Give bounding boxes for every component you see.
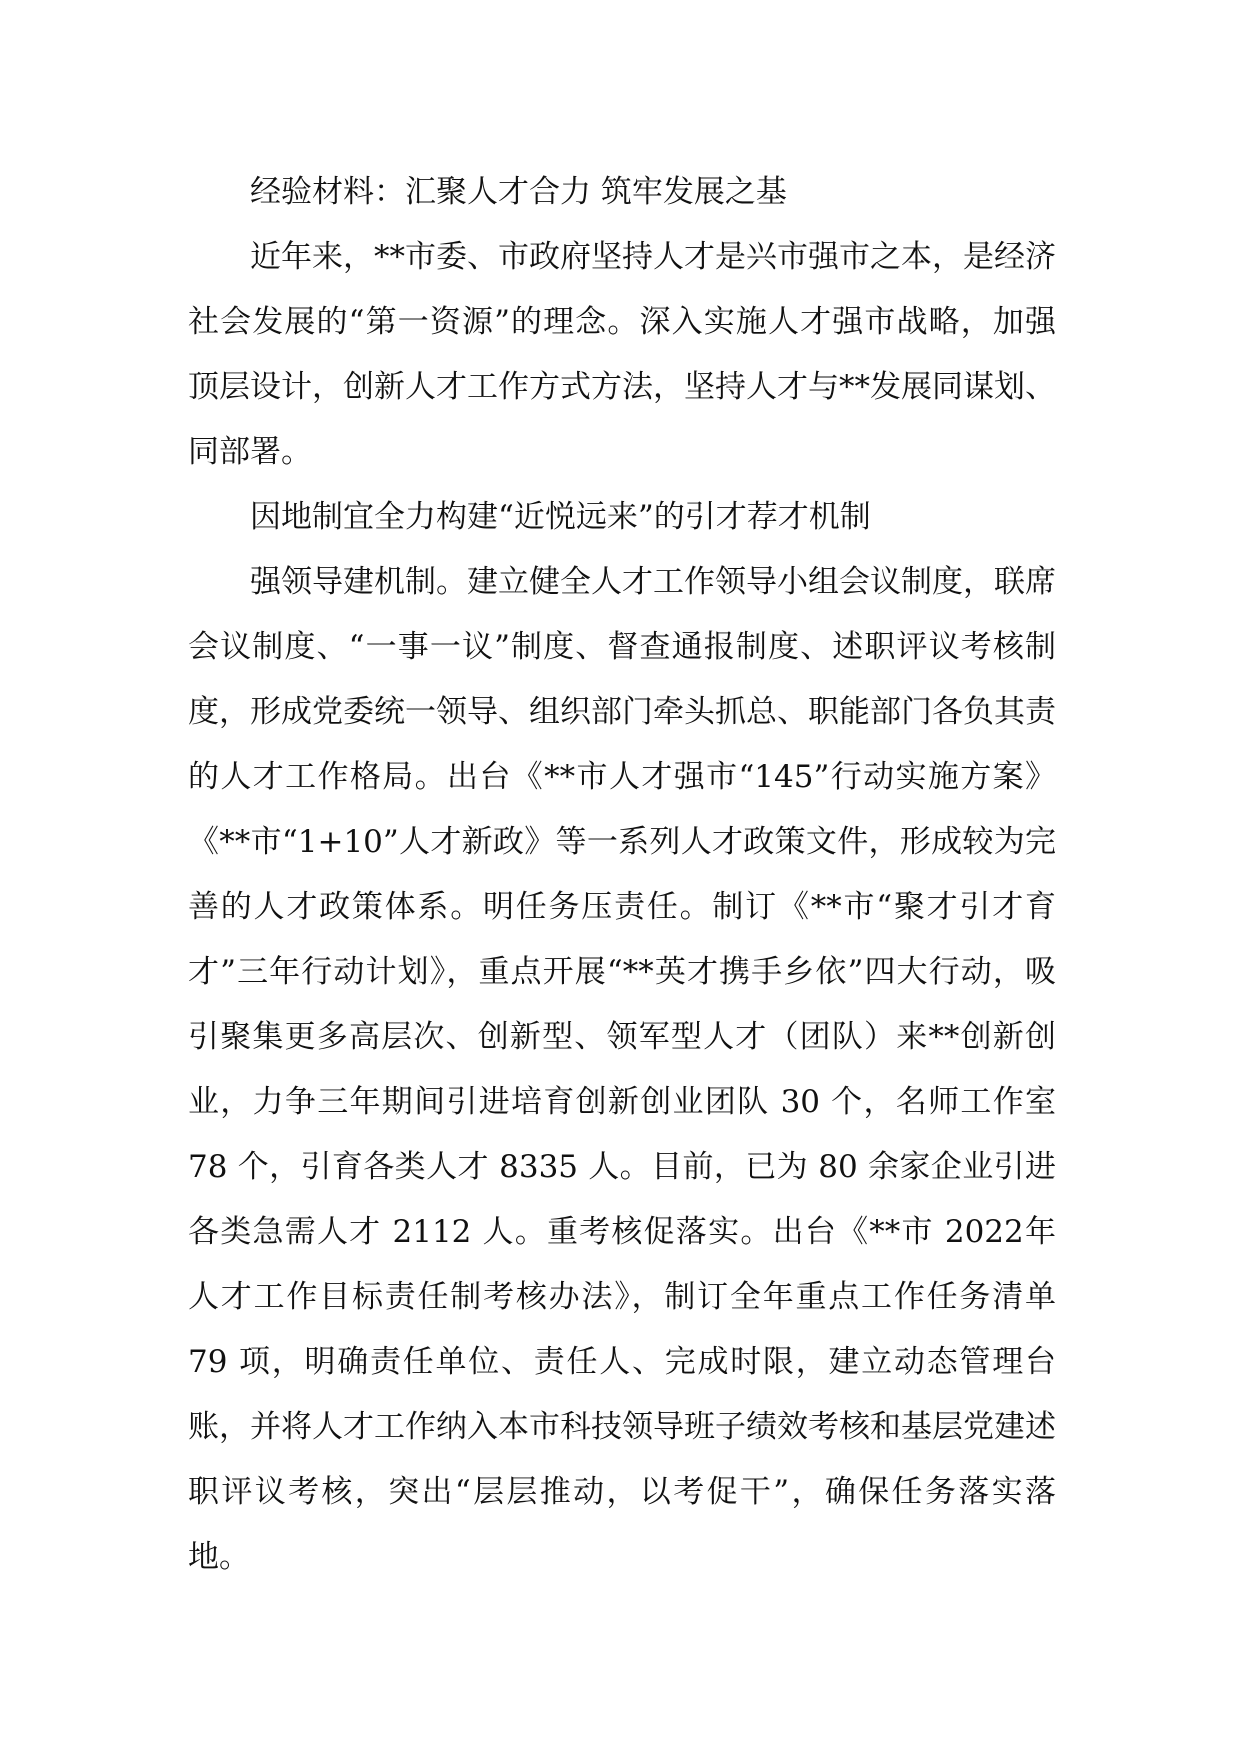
paragraph-mechanism: 强领导建机制。建立健全人才工作领导小组会议制度，联席会议制度、“一事一议”制度、督查通报制度、述职评议考核制度，形成党委统一领导、组织部门牵头抓总、职能部门各负其责的人才工作格局。出台《**市人才强市“145”行动实施方案》《**市“1+10”人才新政》等一系列人才政策文件，形成较为完善的人才政策体系。明任务压责任。制订《**市“聚才引才育才”三年行动计划》，重点开展“**英才携手乡依”四大行动，吸引聚集更多高层次、创新型、领军型人才（团队）来**创新创业，力争三年期间引进培育创新创业团队 30 个，名师工作室 78 个，引育各类人才 8335 人。目前，已为 80 余家企业引进各类急需人才 2112 人。重考核促落实。出台《**市 2022年人才工作目标责任制考核办法》，制订全年重点工作任务清单 79 项，明确责任单位、责任人、完成时限，建立动态管理台账，并将人才工作纳入本市科技领导班子绩效考核和基层党建述职评议考核，突出“层层推动，以考促干”，确保任务落实落地。 (188, 564, 1056, 1575)
document-body (188, 160, 1056, 1590)
section-heading: 因地制宜全力构建“近悦远来”的引才荐才机制 (250, 499, 871, 535)
document-title: 经验材料：汇聚人才合力 筑牢发展之基 (250, 174, 787, 210)
paragraph-intro: 近年来，**市委、市政府坚持人才是兴市强市之本，是经济社会发展的“第一资源”的理念。深入实施人才强市战略，加强顶层设计，创新人才工作方式方法，坚持人才与**发展同谋划、同部署。 (188, 239, 1056, 470)
